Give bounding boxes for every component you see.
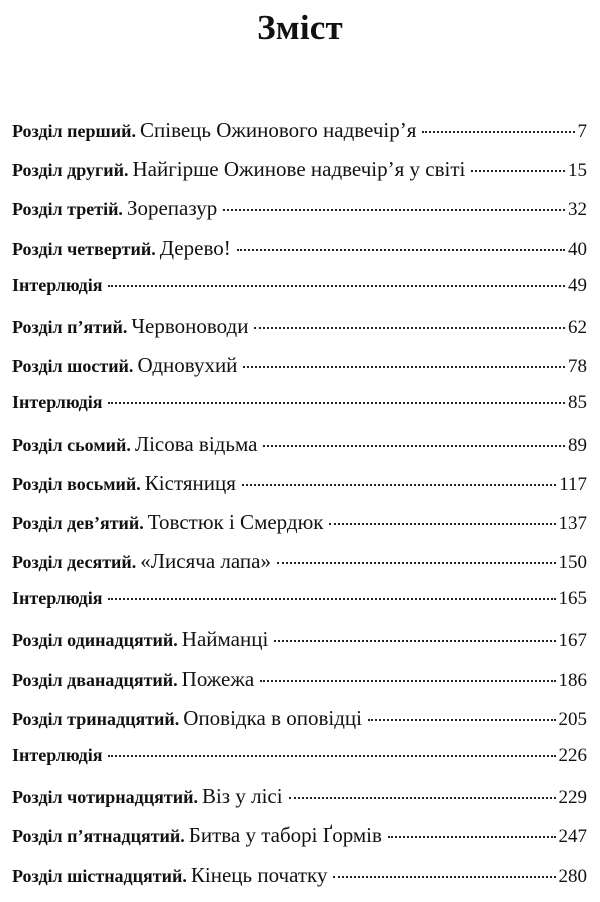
dot-leader (263, 445, 565, 447)
chapter-title: Найгірше Ожинове надвечір’я у світі (132, 157, 466, 182)
page-number: 186 (558, 669, 587, 691)
page-number: 229 (558, 787, 587, 809)
toc-entry (12, 392, 587, 431)
chapter-title: Одновухий (137, 353, 238, 378)
chapter-label: Розділ четвертий. (12, 238, 156, 259)
page-number: 49 (568, 274, 587, 296)
chapter-label: Розділ десятий. (12, 552, 137, 573)
page-number: 150 (558, 552, 587, 574)
toc-entry (12, 627, 587, 666)
page-number: 40 (568, 238, 587, 260)
toc-entry (12, 863, 587, 902)
chapter-label: Розділ дев’ятий. (12, 512, 144, 533)
toc-entry (12, 236, 587, 275)
chapter-label: Розділ шостий. (12, 356, 134, 377)
dot-leader (422, 131, 574, 133)
page-number: 137 (558, 512, 587, 534)
page-number: 205 (558, 708, 587, 730)
dot-leader (108, 285, 565, 287)
toc-entry (12, 549, 587, 588)
toc-entry (12, 314, 587, 353)
page-number: 85 (568, 392, 587, 414)
chapter-title: Кінець початку (190, 862, 328, 887)
toc-entry (12, 432, 587, 471)
toc-entry (12, 510, 587, 549)
chapter-label: Розділ восьмий. (12, 473, 141, 494)
dot-leader (108, 402, 565, 404)
page-number: 165 (558, 588, 587, 610)
chapter-label: Розділ тринадцятий. (12, 708, 180, 729)
toc-entry (12, 353, 587, 392)
dot-leader (260, 680, 555, 682)
chapter-title: Кістяниця (144, 470, 236, 495)
dot-leader (471, 170, 565, 172)
toc-entry (12, 471, 587, 510)
toc-entry (12, 157, 587, 196)
toc-entry (12, 118, 587, 157)
chapter-title: Оповідка в оповідці (183, 705, 362, 730)
dot-leader (243, 366, 565, 368)
page-number: 247 (558, 826, 587, 848)
page-number: 280 (558, 865, 587, 887)
chapter-label: Інтерлюдія (12, 588, 103, 609)
dot-leader (237, 249, 565, 251)
dot-leader (277, 562, 556, 564)
dot-leader (388, 836, 556, 838)
toc-entry (12, 667, 587, 706)
page-number: 89 (568, 434, 587, 456)
dot-leader (274, 640, 555, 642)
chapter-label: Розділ одинадцятий. (12, 630, 178, 651)
toc-entry (12, 196, 587, 235)
dot-leader (108, 598, 555, 600)
chapter-label: Розділ третій. (12, 199, 123, 220)
dot-leader (289, 797, 556, 799)
chapter-title: Віз у лісі (201, 784, 283, 809)
page-number: 78 (568, 356, 587, 378)
dot-leader (329, 523, 555, 525)
chapter-label: Інтерлюдія (12, 274, 103, 295)
page-number: 117 (559, 473, 587, 495)
page-number: 32 (568, 199, 587, 221)
dot-leader (223, 209, 565, 211)
page-number: 15 (568, 160, 587, 182)
chapter-label: Розділ сьомий. (12, 434, 131, 455)
page-number: 167 (558, 630, 587, 652)
dot-leader (368, 719, 556, 721)
toc-list (12, 118, 587, 902)
toc-entry (12, 823, 587, 862)
dot-leader (333, 876, 555, 878)
chapter-title: Співець Ожинового надвечір’я (139, 118, 417, 142)
chapter-title: Лісова відьма (134, 431, 258, 456)
chapter-label: Розділ шістнадцятий. (12, 865, 187, 886)
toc-entry (12, 588, 587, 627)
chapter-title: Товстюк і Смердюк (147, 509, 324, 534)
page-number: 7 (577, 121, 587, 142)
toc-entry (12, 784, 587, 823)
dot-leader (108, 755, 555, 757)
chapter-label: Розділ дванадцятий. (12, 669, 178, 690)
chapter-title: «Лисяча лапа» (140, 549, 271, 574)
chapter-label: Розділ п’ятий. (12, 316, 128, 337)
page-number: 226 (558, 745, 587, 766)
chapter-title: Зорепазур (126, 196, 218, 221)
chapter-title: Червоноводи (131, 313, 249, 338)
chapter-label: Інтерлюдія (12, 745, 103, 765)
dot-leader (254, 327, 565, 329)
toc-entry (12, 745, 587, 784)
dot-leader (242, 484, 556, 486)
chapter-label: Розділ другий. (12, 160, 129, 181)
chapter-label: Розділ перший. (12, 121, 136, 141)
chapter-title: Дерево! (159, 235, 231, 260)
toc-entry (12, 275, 587, 314)
chapter-label: Розділ чотирнадцятий. (12, 787, 198, 808)
chapter-label: Інтерлюдія (12, 392, 103, 413)
chapter-label: Розділ п’ятнадцятий. (12, 826, 185, 847)
toc-entry (12, 706, 587, 745)
page-title: Зміст (257, 8, 343, 47)
chapter-title: Пожежа (181, 666, 255, 691)
chapter-title: Битва у таборі Ґормів (188, 823, 382, 848)
page-number: 62 (568, 316, 587, 338)
chapter-title: Найманці (181, 627, 269, 652)
